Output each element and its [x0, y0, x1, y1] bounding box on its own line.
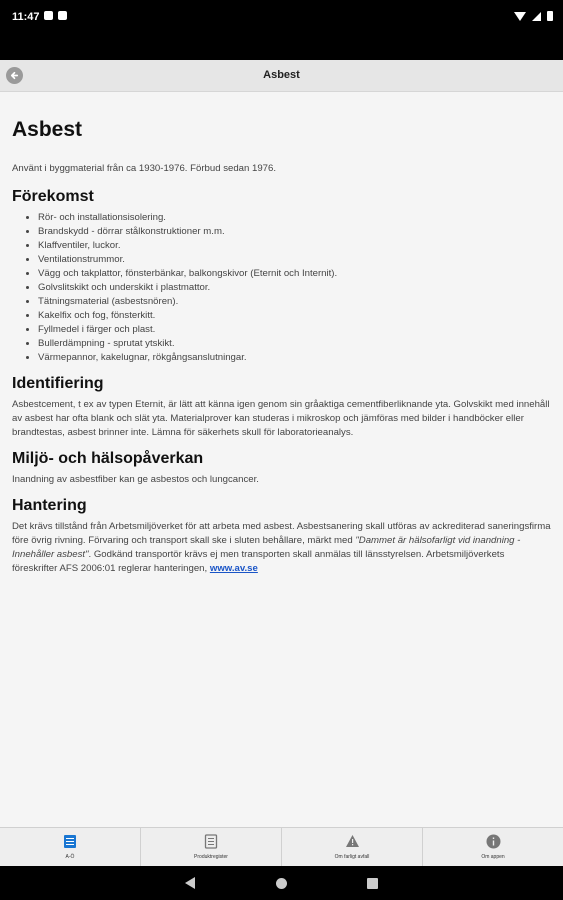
section-heading-hantering: Hantering [12, 497, 87, 514]
nav-label-produktregister: Produktregister [194, 854, 228, 860]
status-bar [0, 0, 563, 60]
warning-icon [344, 833, 360, 849]
article-content [12, 118, 552, 576]
notification-icons [44, 11, 67, 20]
nav-label-farligt-avfall: Om farligt avfall [334, 854, 370, 860]
nav-item-om-appen[interactable] [423, 828, 563, 866]
list-item: • Vägg och takplattor, fönsterbänkar, balkongskivor (Eternit och Internit). [38, 267, 552, 281]
handling-label-quote: "Dammet är hälsofarligt vid inandning - Innehåller asbest" [12, 535, 521, 560]
section-heading-forekomst: Förekomst [12, 188, 94, 205]
nav-item-farligt-avfall[interactable] [282, 828, 423, 866]
sd-card-icon [58, 11, 67, 20]
list-item: • Klaffventiler, luckor. [38, 239, 552, 253]
info-icon [485, 833, 501, 849]
occurrence-list [28, 211, 552, 365]
list-item: • Tätningsmaterial (asbestsnören). [38, 295, 552, 309]
nav-item-a-o[interactable] [0, 828, 141, 866]
status-time: 11:47 [12, 11, 40, 23]
list-item: • Bullerdämpning - sprutat ytskikt. [38, 337, 552, 351]
list-item: • Fyllmedel i färger och plast. [38, 323, 552, 337]
app-bar [0, 60, 563, 92]
nav-label-om-appen: Om appen [481, 854, 505, 860]
status-right [514, 11, 553, 21]
handling-text-start: Det krävs tillstånd från Arbetsmiljöverket för att arbeta med asbest. Asbestsanering skall utföras av ackrediterad saneringsfirma före övrig rivning. Förvaring och transport skall ske i sluten behållare, märkt med [12, 521, 551, 546]
system-home-icon[interactable] [276, 878, 287, 889]
handling-text-end: . Godkänd transportör krävs ej men transporten skall anmälas till länsstyrelsen. Arbetsmiljöverkets föreskrifter AFS 2006:01 reglerar hanteringen, [12, 549, 505, 574]
nav-label-a-o: A-Ö [65, 854, 75, 860]
intro-text: Använt i byggmaterial från ca 1930-1976. Förbud sedan 1976. [12, 163, 277, 174]
app-bar-title: Asbest [263, 69, 300, 81]
battery-icon [547, 11, 553, 21]
wifi-icon [514, 12, 526, 21]
handling-text [12, 520, 552, 576]
book-icon [62, 833, 78, 849]
system-navigation-bar [0, 866, 563, 900]
list-item: • Kakelfix och fog, fönsterkitt. [38, 309, 552, 323]
register-icon [203, 833, 219, 849]
signal-icon [532, 12, 541, 21]
list-item: • Värmepannor, kakelugnar, rökgångsanslutningar. [38, 351, 552, 365]
av-se-link[interactable]: www.av.se [209, 563, 258, 574]
list-item: • Rör- och installationsisolering. [38, 211, 552, 225]
list-item: • Golvslitskikt och underskikt i plastmattor. [38, 281, 552, 295]
system-recents-icon[interactable] [367, 878, 378, 889]
list-item: • Brandskydd - dörrar stålkonstruktioner m.m. [38, 225, 552, 239]
section-heading-identifiering: Identifiering [12, 375, 104, 392]
identification-text: Asbestcement, t ex av typen Eternit, är lätt att känna igen genom sin gråaktiga cementfiberliknande yta. Golvskikt med innehåll av asbest har ofta blank och slät yta. Materialprover kan studeras i mikroskop och jämföras med bilder i handböcker eller brandtestas, asbest brinner inte. Lämna för säkerhets skull för laboratorieanalys. [12, 399, 550, 438]
section-heading-miljo: Miljö- och hälsopåverkan [12, 450, 204, 467]
system-back-icon[interactable] [185, 877, 195, 889]
nav-item-produktregister[interactable] [141, 828, 282, 866]
health-text: Inandning av asbestfiber kan ge asbestos och lungcancer. [12, 474, 259, 485]
app-window [0, 60, 563, 866]
notification-icon [44, 11, 53, 20]
page-title: Asbest [12, 118, 83, 141]
list-item: • Ventilationstrummor. [38, 253, 552, 267]
bottom-nav [0, 827, 563, 866]
